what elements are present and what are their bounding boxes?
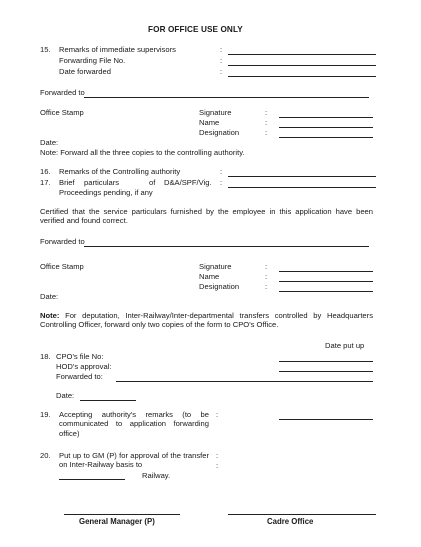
item-16-line[interactable]: [228, 176, 376, 177]
item-16-number: 16.: [40, 167, 51, 176]
form-title: FOR OFFICE USE ONLY: [148, 25, 243, 34]
forwarding-file-no-label: Forwarding File No.: [59, 56, 126, 65]
name-label-2: Name: [199, 272, 220, 281]
item-19-colon: :: [216, 410, 219, 419]
item-17-word-da: D&A/SPF/Vig.: [164, 178, 212, 187]
item-19-line[interactable]: [279, 419, 373, 420]
name-line-1[interactable]: [279, 127, 373, 128]
designation-label-2: Designation: [199, 282, 240, 291]
item-16-label: Remarks of the Controlling authority: [59, 167, 181, 176]
forwarded-to-label-3: Forwarded to:: [56, 372, 103, 381]
item-15-colon-3: :: [220, 67, 223, 76]
signature-colon-2: :: [265, 262, 268, 271]
office-stamp-label-2: Office Stamp: [40, 262, 84, 271]
date-forwarded-line[interactable]: [228, 76, 376, 77]
item-17-word-brief: Brief: [59, 178, 75, 187]
signature-line-2[interactable]: [279, 271, 373, 272]
note-deputation: [40, 311, 373, 330]
designation-line-2[interactable]: [279, 291, 373, 292]
date-forwarded-label: Date forwarded: [59, 67, 111, 76]
hod-approval-line[interactable]: [279, 371, 373, 372]
designation-line-1[interactable]: [279, 137, 373, 138]
date-put-up-label: Date put up: [325, 341, 365, 350]
cadre-office-signature-line[interactable]: [228, 514, 376, 515]
hod-approval-label: HOD's approval:: [56, 362, 112, 371]
office-stamp-label-1: Office Stamp: [40, 108, 84, 117]
gm-signature-line[interactable]: [64, 514, 180, 515]
note-deputation-text: For deputation, Inter-Railway/Inter-departmental transfers controlled by Headquarters Controlling Officer, forward only two copies of the form to CPO's Office.: [40, 311, 373, 330]
item-17-number: 17.: [40, 178, 51, 187]
forwarded-to-line-2[interactable]: [84, 246, 369, 247]
signature-line-1[interactable]: [279, 117, 373, 118]
item-17-word-of: of: [149, 178, 156, 187]
date-put-up-line[interactable]: [279, 361, 373, 362]
signature-label-2: Signature: [199, 262, 232, 271]
item-20-railway-label: Railway.: [142, 471, 171, 480]
general-manager-label: General Manager (P): [79, 517, 155, 526]
designation-colon-2: :: [265, 282, 268, 291]
item-18-date-line[interactable]: [80, 400, 136, 401]
cadre-office-label: Cadre Office: [267, 517, 314, 526]
date-label-1: Date:: [40, 138, 59, 147]
signature-colon-1: :: [265, 108, 268, 117]
item-15-number: 15.: [40, 45, 51, 54]
name-colon-1: :: [265, 118, 268, 127]
forwarded-to-label-1: Forwarded to: [40, 88, 85, 97]
item-20-railway-line[interactable]: [59, 479, 125, 480]
forwarding-file-no-line[interactable]: [228, 65, 376, 66]
forwarded-to-line-1[interactable]: [84, 97, 369, 98]
designation-label-1: Designation: [199, 128, 240, 137]
note-forward-copies: Note: Forward all the three copies to the controlling authority.: [40, 148, 245, 157]
name-label-1: Name: [199, 118, 220, 127]
forwarded-to-line-3[interactable]: [116, 381, 373, 382]
item-20-number: 20.: [40, 451, 51, 460]
note-deputation-label: Note:: [40, 311, 60, 320]
item-20-label: Put up to GM (P) for approval of the transfer on Inter-Railway basis to: [59, 451, 209, 470]
item-18-date-label: Date:: [56, 391, 75, 400]
item-19-label: Accepting authority's remarks (to be communicated to application forwarding office): [59, 410, 209, 438]
item-15-colon-2: :: [220, 56, 223, 65]
cpo-file-no-label: CPO's file No:: [56, 352, 104, 361]
item-16-colon: :: [220, 167, 223, 176]
item-20-colon-1: :: [216, 451, 219, 460]
name-line-2[interactable]: [279, 281, 373, 282]
item-15-colon-1: :: [220, 45, 223, 54]
item-18-number: 18.: [40, 352, 51, 361]
designation-colon-1: :: [265, 128, 268, 137]
item-17-line[interactable]: [228, 187, 376, 188]
item-15-remarks-line[interactable]: [228, 54, 376, 55]
item-17-colon: :: [220, 178, 223, 187]
date-label-2: Date:: [40, 292, 59, 301]
name-colon-2: :: [265, 272, 268, 281]
forwarded-to-label-2: Forwarded to: [40, 237, 85, 246]
item-17-word-particulars: particulars: [84, 178, 120, 187]
item-20-colon-2: :: [216, 461, 219, 470]
certified-paragraph: Certified that the service particulars furnished by the employee in this application have been verified and found correct.: [40, 207, 373, 226]
item-15-remarks-label: Remarks of immediate supervisors: [59, 45, 176, 54]
item-19-number: 19.: [40, 410, 51, 419]
item-17-proceedings-label: Proceedings pending, if any: [59, 188, 153, 197]
signature-label-1: Signature: [199, 108, 232, 117]
